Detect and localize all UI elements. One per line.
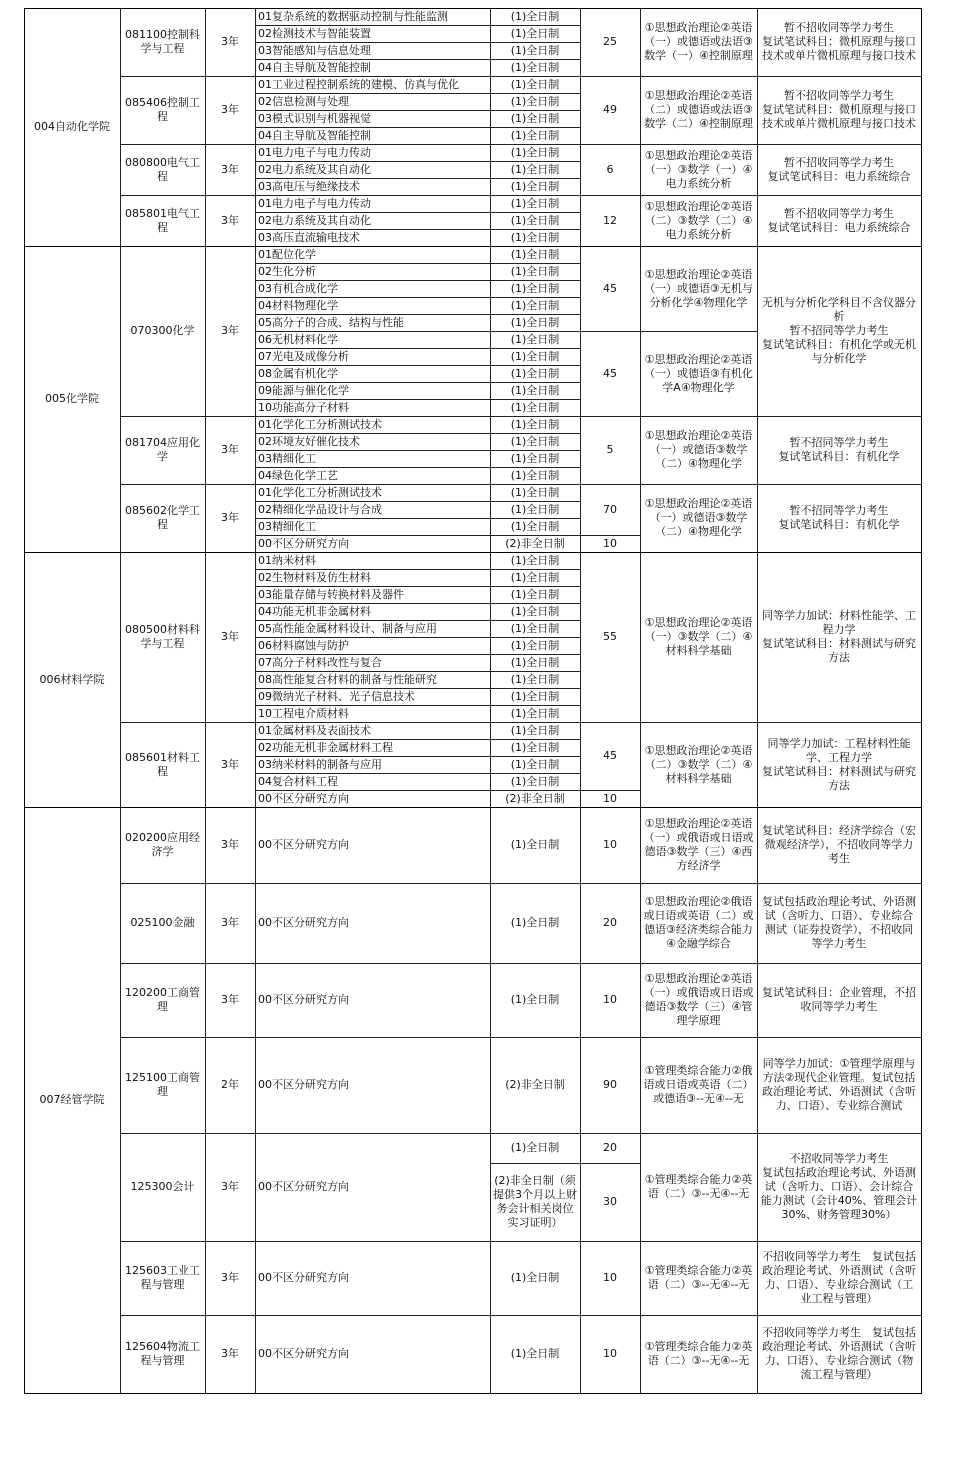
direction-cell: 03精细化工 <box>258 451 316 465</box>
mode-cell: (1)全日制 <box>510 179 560 193</box>
grid-line <box>255 59 581 60</box>
grid-line <box>255 297 581 298</box>
quota-cell: 49 <box>603 103 617 116</box>
mode-cell: (1)全日制 <box>510 621 560 635</box>
quota-cell: 12 <box>603 213 617 227</box>
grid-line <box>921 8 922 1394</box>
program-code-cell: 125300会计 <box>130 1180 195 1193</box>
direction-cell: 00不区分研究方向 <box>258 993 349 1006</box>
quota-cell: 45 <box>603 281 617 295</box>
mode-cell: (1)全日制 <box>510 196 560 210</box>
quota-cell: 20 <box>603 916 617 929</box>
grid-line <box>255 280 581 281</box>
grid-line <box>24 8 25 1394</box>
grid-line <box>255 433 581 434</box>
direction-cell: 01化学化工分析测试技术 <box>258 485 382 499</box>
quota-cell: 20 <box>603 1141 617 1154</box>
grid-line <box>255 93 581 94</box>
direction-cell: 03能量存储与转换材料及器件 <box>258 587 404 601</box>
mode-cell: (1)全日制 <box>510 1271 560 1284</box>
quota-cell: 10 <box>603 993 617 1006</box>
direction-cell: 09微纳光子材料、光子信息技术 <box>258 689 415 703</box>
grid-line <box>120 8 121 1394</box>
direction-cell: 01复杂系统的数据驱动控制与性能监测 <box>258 9 448 23</box>
notes-cell: 同等学力加试：材料性能学、工程力学 复试笔试科目：材料测试与研究方法 <box>762 609 916 664</box>
notes-cell: 暂不招收同等学力考生 复试笔试科目：微机原理与接口技术或单片微机原理与接口技术 <box>762 21 916 62</box>
notes-cell: 不招收同等学力考生 复试包括政治理论考试、外语测试（含听力、口语）、会计综合能力测试（会计40%、管理会计30%、财务管理30%） <box>760 1152 918 1221</box>
direction-cell: 00不区分研究方向 <box>258 916 349 929</box>
years-cell: 3年 <box>221 757 239 771</box>
direction-cell: 05高分子的合成、结构与性能 <box>258 315 404 329</box>
years-cell: 3年 <box>221 103 239 116</box>
direction-cell: 00不区分研究方向 <box>258 1078 349 1091</box>
years-cell: 3年 <box>221 1271 239 1284</box>
quota-cell: 45 <box>603 749 617 762</box>
quota-cell: 5 <box>606 443 614 456</box>
mode-cell: (1)全日制 <box>510 247 560 261</box>
program-code-cell: 125604物流工程与管理 <box>125 1340 200 1367</box>
years-cell: 3年 <box>221 35 239 48</box>
exam-cell: ①思想政治理论②英语（一）或俄语或日语或德语③数学（三）④管理学原理 <box>643 972 754 1027</box>
direction-cell: 06材料腐蚀与防护 <box>258 638 349 652</box>
program-code-cell: 080800电气工程 <box>125 155 200 183</box>
mode-cell: (1)全日制 <box>510 400 560 414</box>
grid-line <box>580 331 641 332</box>
mode-cell: (1)全日制 <box>510 111 560 125</box>
direction-cell: 07光电及成像分析 <box>258 349 349 363</box>
mode-cell: (1)全日制 <box>510 77 560 91</box>
grid-line <box>255 518 581 519</box>
mode-cell: (1)全日制 <box>510 1141 560 1154</box>
quota-cell: 45 <box>603 366 617 380</box>
grid-line <box>255 365 581 366</box>
quota-cell: 25 <box>603 35 617 48</box>
mode-cell: (1)全日制 <box>510 230 560 244</box>
grid-line <box>255 127 581 128</box>
grid-line <box>255 8 256 1394</box>
mode-cell: (1)全日制 <box>510 723 560 737</box>
quota-cell: 10 <box>603 1271 617 1284</box>
quota-cell: 10 <box>603 536 617 550</box>
exam-cell: ①管理类综合能力②俄语或日语或英语（二）或德语③--无④--无 <box>643 1064 754 1105</box>
direction-cell: 00不区分研究方向 <box>258 838 349 851</box>
grid-line <box>255 569 581 570</box>
notes-cell: 复试笔试科目：经济学综合（宏微观经济学），不招收同等学力考生 <box>762 824 916 865</box>
grid-line <box>255 620 581 621</box>
direction-cell: 06无机材料化学 <box>258 332 338 346</box>
direction-cell: 01金属材料及表面技术 <box>258 723 371 737</box>
years-cell: 3年 <box>221 443 239 456</box>
program-code-cell: 070300化学 <box>130 324 195 337</box>
direction-cell: 03纳米材料的制备与应用 <box>258 757 382 771</box>
direction-cell: 08金属有机化学 <box>258 366 338 380</box>
grid-line <box>255 450 581 451</box>
mode-cell: (1)全日制 <box>510 9 560 23</box>
mode-cell: (2)非全日制 <box>505 536 565 550</box>
notes-cell: 同等学力加试：工程材料性能学、工程力学 复试笔试科目：材料测试与研究方法 <box>762 736 916 792</box>
direction-cell: 03模式识别与机器视觉 <box>258 111 371 125</box>
quota-cell: 55 <box>603 630 617 643</box>
grid-line <box>255 637 581 638</box>
mode-cell: (1)全日制 <box>510 993 560 1006</box>
grid-line <box>255 501 581 502</box>
direction-cell: 00不区分研究方向 <box>258 791 349 805</box>
grid-line <box>640 8 641 1394</box>
notes-cell: 暂不招同等学力考生 复试笔试科目：有机化学 <box>778 436 900 463</box>
exam-cell: ①思想政治理论②英语（一）或俄语或日语或德语③数学（三）④西方经济学 <box>643 817 754 872</box>
mode-cell: (1)全日制 <box>510 43 560 57</box>
mode-cell: (1)全日制 <box>510 145 560 159</box>
direction-cell: 04材料物理化学 <box>258 298 338 312</box>
mode-cell: (1)全日制 <box>510 128 560 142</box>
program-code-cell: 085601材料工程 <box>125 750 200 778</box>
grid-line <box>255 603 581 604</box>
direction-cell: 07高分子材料改性与复合 <box>258 655 382 669</box>
direction-cell: 08高性能复合材料的制备与性能研究 <box>258 672 437 686</box>
quota-cell: 10 <box>603 838 617 851</box>
grid-line <box>255 178 581 179</box>
program-code-cell: 125603工业工程与管理 <box>125 1264 200 1291</box>
direction-cell: 02检测技术与智能装置 <box>258 26 371 40</box>
notes-cell: 不招收同等学力考生 复试包括政治理论考试、外语测试（含听力、口语）、专业综合测试（工业工程与管理） <box>762 1250 916 1305</box>
mode-cell: (1)全日制 <box>510 672 560 686</box>
quota-cell: 70 <box>603 502 617 516</box>
college-name-cell: 006材料学院 <box>39 672 105 686</box>
mode-cell: (1)全日制 <box>510 281 560 295</box>
years-cell: 3年 <box>221 993 239 1006</box>
direction-cell: 10功能高分子材料 <box>258 400 349 414</box>
grid-line <box>255 161 581 162</box>
program-code-cell: 081704应用化学 <box>125 436 200 463</box>
direction-cell: 01配位化学 <box>258 247 316 261</box>
mode-cell: (1)全日制 <box>510 502 560 516</box>
notes-cell: 同等学力加试：①管理学原理与方法②现代企业管理。复试包括政治理论考试、外语测试（含听力、口语）、专业综合测试 <box>762 1057 916 1112</box>
direction-cell: 02生物材料及仿生材料 <box>258 570 371 584</box>
college-name-cell: 004自动化学院 <box>34 120 110 133</box>
grid-line <box>255 467 581 468</box>
grid-line <box>255 790 581 791</box>
direction-cell: 02信息检测与处理 <box>258 94 349 108</box>
mode-cell: (1)全日制 <box>510 213 560 227</box>
mode-cell: (1)全日制 <box>510 60 560 74</box>
direction-cell: 04复合材料工程 <box>258 774 338 788</box>
direction-cell: 01电力电子与电力传动 <box>258 145 371 159</box>
mode-cell: (1)全日制 <box>510 570 560 584</box>
grid-line <box>490 8 491 1394</box>
direction-cell: 09能源与催化化学 <box>258 383 349 397</box>
grid-line <box>255 399 581 400</box>
mode-cell: (1)全日制 <box>510 519 560 533</box>
program-code-cell: 085602化学工程 <box>125 504 200 531</box>
grid-line <box>580 790 641 791</box>
grid-line <box>255 688 581 689</box>
grid-line <box>255 212 581 213</box>
notes-cell: 暂不招收同等学力考生 复试笔试科目：电力系统综合 <box>767 206 911 234</box>
mode-cell: (1)全日制 <box>510 740 560 754</box>
quota-cell: 6 <box>606 162 614 176</box>
notes-cell: 无机与分析化学科目不含仪器分析 暂不招同等学力考生 复试笔试科目：有机化学或无机与分析化学 <box>762 296 916 365</box>
grid-line <box>24 1393 922 1394</box>
mode-cell: (1)全日制 <box>510 298 560 312</box>
program-code-cell: 085406控制工程 <box>125 96 200 123</box>
direction-cell: 02电力系统及其自动化 <box>258 213 371 227</box>
exam-cell: ①思想政治理论②英语（一）③数学（二）④材料科学基础 <box>644 616 753 657</box>
notes-cell: 不招收同等学力考生 复试包括政治理论考试、外语测试（含听力、口语）、专业综合测试（物流工程与管理） <box>762 1326 916 1381</box>
program-code-cell: 081100控制科学与工程 <box>125 28 200 55</box>
grid-line <box>255 756 581 757</box>
grid-line <box>255 773 581 774</box>
exam-cell: ①思想政治理论②英语（二）③数学（二）④材料科学基础 <box>644 743 753 785</box>
mode-cell: (1)全日制 <box>510 315 560 329</box>
exam-cell: ①思想政治理论②英语（一）或德语③数学（二）④物理化学 <box>644 429 753 470</box>
program-code-cell: 125100工商管理 <box>125 1071 200 1098</box>
exam-cell: ①思想政治理论②俄语或日语或英语（二）或德语③经济类综合能力④金融学综合 <box>643 895 754 950</box>
mode-cell: (1)全日制 <box>510 434 560 448</box>
mode-cell: (1)全日制 <box>510 706 560 720</box>
program-code-cell: 120200工商管理 <box>125 986 200 1013</box>
mode-cell: (1)全日制 <box>510 604 560 618</box>
years-cell: 3年 <box>221 1180 239 1193</box>
direction-cell: 02生化分析 <box>258 264 316 278</box>
notes-cell: 暂不招同等学力考生 复试笔试科目：有机化学 <box>778 504 900 531</box>
exam-cell: ①管理类综合能力②英语（二）③--无④--无 <box>644 1173 753 1200</box>
mode-cell: (1)全日制 <box>510 638 560 652</box>
grid-line <box>255 382 581 383</box>
mode-cell: (1)全日制 <box>510 838 560 851</box>
direction-cell: 03智能感知与信息处理 <box>258 43 371 57</box>
mode-cell: (1)全日制 <box>510 383 560 397</box>
years-cell: 3年 <box>221 630 239 643</box>
direction-cell: 00不区分研究方向 <box>258 1271 349 1284</box>
years-cell: 3年 <box>221 162 239 176</box>
exam-cell: ①管理类综合能力②英语（二）③--无④--无 <box>644 1264 753 1291</box>
direction-cell: 01电力电子与电力传动 <box>258 196 371 210</box>
years-cell: 3年 <box>221 838 239 851</box>
notes-cell: 复试包括政治理论考试、外语测试（含听力、口语）、专业综合测试（证券投资学），不招收同等学力考生 <box>762 895 916 950</box>
direction-cell: 04功能无机非金属材料 <box>258 604 371 618</box>
exam-cell: ①思想政治理论②英语（一）或德语或法语③数学（一）④控制原理 <box>644 21 753 62</box>
direction-cell: 03精细化工 <box>258 519 316 533</box>
grid-line <box>255 263 581 264</box>
years-cell: 3年 <box>221 511 239 524</box>
direction-cell: 02电力系统及其自动化 <box>258 162 371 176</box>
mode-cell: (1)全日制 <box>510 1347 560 1360</box>
quota-cell: 10 <box>603 1347 617 1360</box>
direction-cell: 03有机合成化学 <box>258 281 338 295</box>
direction-cell: 03高电压与绝缘技术 <box>258 179 360 193</box>
exam-cell: ①管理类综合能力②英语（二）③--无④--无 <box>644 1340 753 1367</box>
exam-cell: ①思想政治理论②英语（二）③数学（二）④电力系统分析 <box>644 199 753 241</box>
grid-line <box>255 314 581 315</box>
direction-cell: 00不区分研究方向 <box>258 1347 349 1360</box>
mode-cell: (1)全日制 <box>510 162 560 176</box>
exam-cell: ①思想政治理论②英语（一）或德语③有机化学A④物理化学 <box>644 352 753 394</box>
quota-cell: 90 <box>603 1078 617 1091</box>
mode-cell: (1)全日制 <box>510 774 560 788</box>
quota-cell: 10 <box>603 791 617 805</box>
exam-cell: ①思想政治理论②英语（一）或德语③无机与分析化学④物理化学 <box>644 267 753 309</box>
grid-line <box>255 535 581 536</box>
mode-cell: (1)全日制 <box>510 485 560 499</box>
grid-line <box>255 586 581 587</box>
mode-cell: (1)全日制 <box>510 757 560 771</box>
program-code-cell: 025100金融 <box>130 916 195 929</box>
exam-cell: ①思想政治理论②英语（一）或德语③数学（二）④物理化学 <box>644 497 753 538</box>
direction-cell: 02环境友好催化技术 <box>258 434 360 448</box>
mode-cell: (2)非全日制 <box>505 791 565 805</box>
mode-cell: (2)非全日制 <box>505 1078 565 1091</box>
direction-cell: 02功能无机非金属材料工程 <box>258 740 393 754</box>
direction-cell: 04自主导航及智能控制 <box>258 128 371 142</box>
direction-cell: 00不区分研究方向 <box>258 1180 349 1193</box>
mode-cell: (1)全日制 <box>510 916 560 929</box>
direction-cell: 01纳米材料 <box>258 553 316 567</box>
notes-cell: 复试笔试科目：企业管理，不招收同等学力考生 <box>762 986 916 1013</box>
mode-cell: (1)全日制 <box>510 553 560 567</box>
grid-line <box>255 331 581 332</box>
grid-line <box>580 8 581 1394</box>
direction-cell: 05高性能金属材料设计、制备与应用 <box>258 621 437 635</box>
years-cell: 3年 <box>221 324 239 337</box>
program-code-cell: 085801电气工程 <box>125 206 200 234</box>
mode-cell: (1)全日制 <box>510 655 560 669</box>
mode-cell: (1)全日制 <box>510 689 560 703</box>
years-cell: 2年 <box>221 1078 239 1091</box>
mode-cell: (1)全日制 <box>510 451 560 465</box>
mode-cell: (1)全日制 <box>510 366 560 380</box>
grid-line <box>580 535 641 536</box>
grid-line <box>255 110 581 111</box>
mode-cell: (1)全日制 <box>510 349 560 363</box>
years-cell: 3年 <box>221 916 239 929</box>
direction-cell: 04绿色化学工艺 <box>258 468 338 482</box>
notes-cell: 暂不招收同等学力考生 复试笔试科目：电力系统综合 <box>767 155 911 183</box>
years-cell: 3年 <box>221 213 239 227</box>
direction-cell: 00不区分研究方向 <box>258 536 349 550</box>
exam-cell: ①思想政治理论②英语（二）或德语或法语③数学（二）④控制原理 <box>644 89 753 130</box>
mode-cell: (1)全日制 <box>510 94 560 108</box>
direction-cell: 03高压直流输电技术 <box>258 230 360 244</box>
direction-cell: 10工程电介质材料 <box>258 706 349 720</box>
mode-cell: (2)非全日制（须提供3个月以上财务会计相关岗位实习证明） <box>493 1174 577 1229</box>
college-name-cell: 007经管学院 <box>39 1093 105 1106</box>
grid-line <box>757 8 758 1394</box>
mode-cell: (1)全日制 <box>510 417 560 431</box>
program-code-cell: 080500材料科学与工程 <box>125 623 200 650</box>
grid-line <box>255 739 581 740</box>
grid-line <box>255 348 581 349</box>
mode-cell: (1)全日制 <box>510 264 560 278</box>
mode-cell: (1)全日制 <box>510 468 560 482</box>
direction-cell: 01工业过程控制系统的建模、仿真与优化 <box>258 77 459 91</box>
grid-line <box>255 229 581 230</box>
mode-cell: (1)全日制 <box>510 332 560 346</box>
grid-line <box>490 1163 641 1164</box>
program-code-cell: 020200应用经济学 <box>125 831 200 858</box>
direction-cell: 04自主导航及智能控制 <box>258 60 371 74</box>
grid-line <box>205 8 206 1394</box>
grid-line <box>255 25 581 26</box>
grid-line <box>255 705 581 706</box>
mode-cell: (1)全日制 <box>510 587 560 601</box>
grid-line <box>255 42 581 43</box>
notes-cell: 暂不招收同等学力考生 复试笔试科目：微机原理与接口技术或单片微机原理与接口技术 <box>762 89 916 130</box>
college-name-cell: 005化学院 <box>45 392 99 405</box>
years-cell: 3年 <box>221 1347 239 1360</box>
grid-line <box>640 331 758 332</box>
exam-cell: ①思想政治理论②英语（一）③数学（一）④电力系统分析 <box>644 148 753 190</box>
direction-cell: 01化学化工分析测试技术 <box>258 417 382 431</box>
quota-cell: 30 <box>603 1195 617 1208</box>
grid-line <box>255 654 581 655</box>
mode-cell: (1)全日制 <box>510 26 560 40</box>
direction-cell: 02精细化学品设计与合成 <box>258 502 382 516</box>
grid-line <box>255 671 581 672</box>
